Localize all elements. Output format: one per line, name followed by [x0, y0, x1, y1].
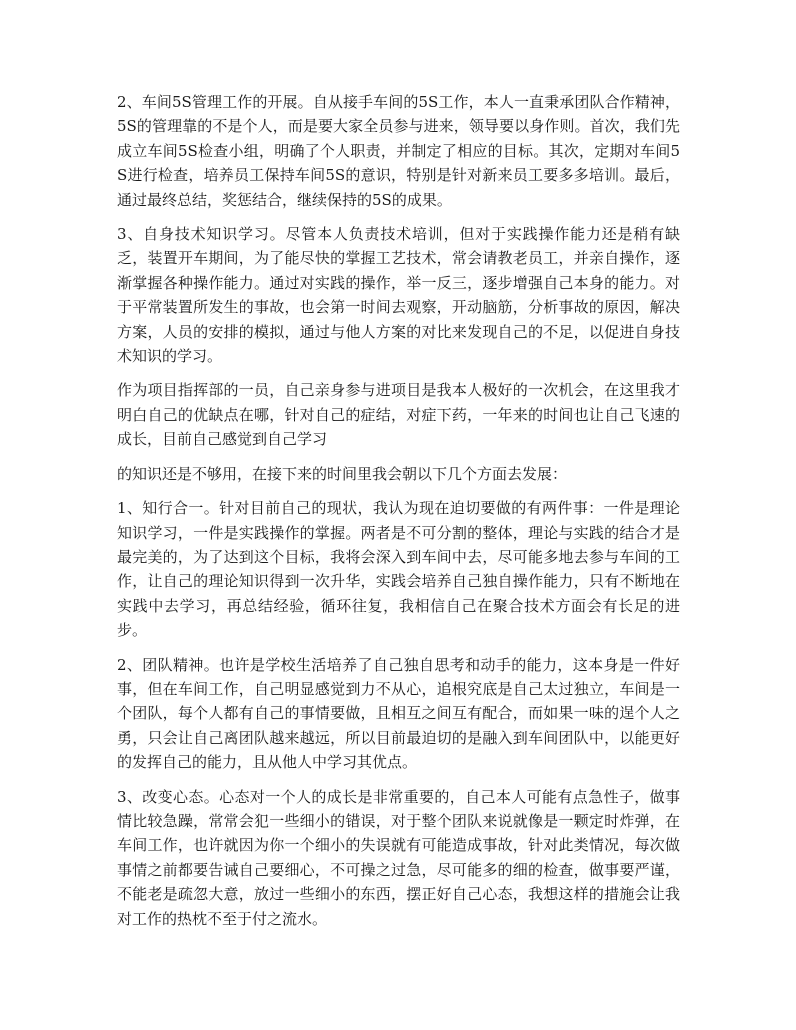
paragraph-knowledge-practice: 1、知行合一。针对目前自己的现状，我认为现在迫切要做的有两件事：一件是理论知识学习，一件是实践操作的掌握。两者是不可分割的整体，理论与实践的结合才是最完美的，为了达到这个目标，我将会深入到车间中去，尽可能多地去参与车间的工作，让自己的理论知识得到一次升华，实践会培养自己独自操作能力，只有不断地在实践中去学习，再总结经验，循环往复，我相信自己在聚合技术方面会有长足的进步。 [117, 499, 680, 640]
paragraph-project-reflection: 作为项目指挥部的一员，自己亲身参与进项目是我本人极好的一次机会，在这里我才明白自己的优缺点在哪，针对自己的症结，对症下药，一年来的时间也让自己飞速的成长，目前自己感觉到自己学习 [117, 381, 680, 449]
paragraph-team-spirit: 2、团队精神。也许是学校生活培养了自己独自思考和动手的能力，这本身是一件好事，但在车间工作，自己明显感觉到力不从心，追根究底是自己太过独立，车间是一个团队，每个人都有自己的事情要做，且相互之间互有配合，而如果一味的逞个人之勇，只会让自己离团队越来越远，所以目前最迫切的是融入到车间团队中，以能更好的发挥自己的能力，且从他人中学习其优点。 [117, 655, 680, 772]
paragraph-development-intro: 的知识还是不够用，在接下来的时间里我会朝以下几个方面去发展： [117, 464, 568, 483]
paragraph-technical-learning: 3、自身技术知识学习。尽管本人负责技术培训，但对于实践操作能力还是稍有缺乏，装置开车期间，为了能尽快的掌握工艺技术，常会请教老员工，并亲自操作，逐渐掌握各种操作能力。通过对实践的操作，举一反三，逐步增强自己本身的能力。对于平常装置所发生的事故，也会第一时间去观察，开动脑筋，分析事故的原因，解决方案，人员的安排的模拟，通过与他人方案的对比来发现自己的不足，以促进自身技术知识的学习。 [117, 225, 680, 366]
document-page [117, 90, 680, 941]
paragraph-5s-management: 2、车间5S管理工作的开展。自从接手车间的5S工作，本人一直秉承团队合作精神，5S的管理靠的不是个人，而是要大家全员参与进来，领导要以身作则。首次，我们先成立车间5S检查小组，明确了个人职责，并制定了相应的目标。其次，定期对车间5S进行检查，培养员工保持车间5S的意识，特别是针对新来员工要多多培训。最后，通过最终总结，奖惩结合，继续保持的5S的成果。 [117, 93, 680, 209]
paragraph-mindset-change: 3、改变心态。心态对一个人的成长是非常重要的，自己本人可能有点急性子，做事情比较急躁，常常会犯一些细小的错误，对于整个团队来说就像是一颗定时炸弹，在车间工作，也许就因为你一个细小的失误就有可能造成事故，针对此类情况，每次做事情之前都要告诫自己要细心，不可操之过急，尽可能多的细的检查，做事要严谨，不能老是疏忽大意，放过一些细小的东西，摆正好自己心态，我想这样的措施会让我对工作的热枕不至于付之流水。 [117, 787, 680, 928]
